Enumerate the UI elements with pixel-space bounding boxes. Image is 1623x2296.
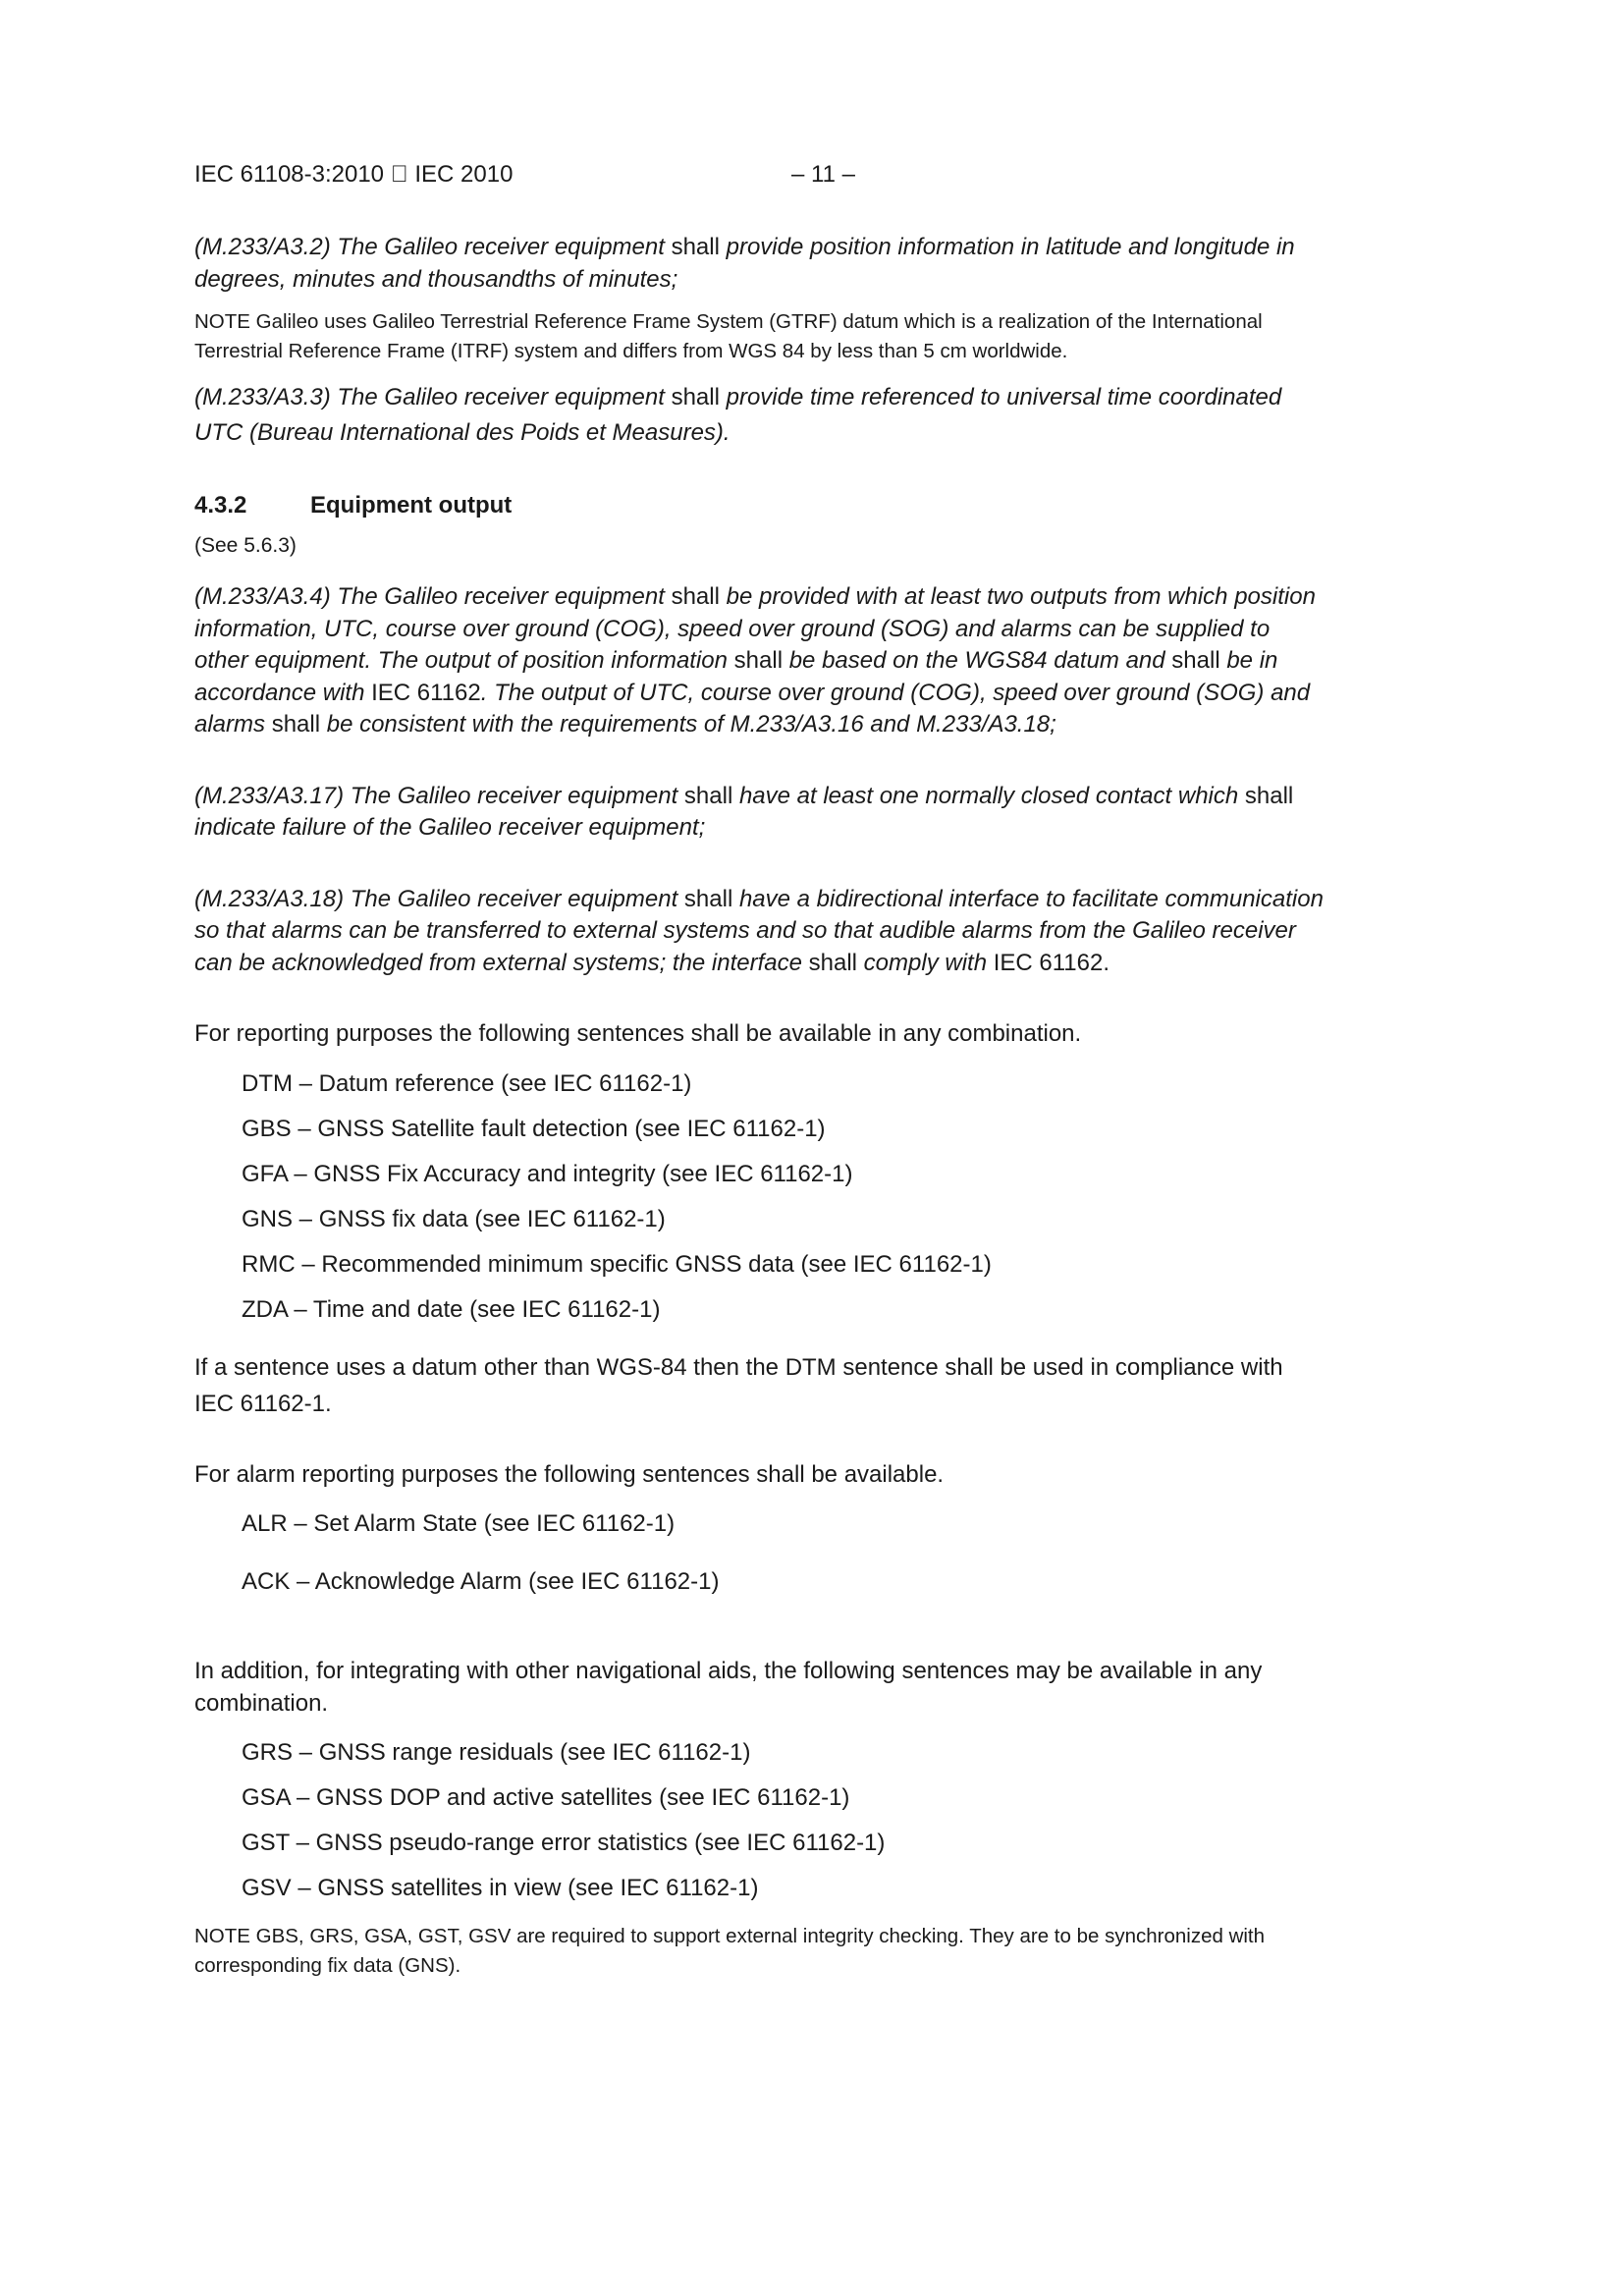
list-item: GRS – GNSS range residuals (see IEC 61162-1) — [242, 1739, 751, 1766]
requirement-a3-4: (M.233/A3.4) The Galileo receiver equipment shall be provided with at least two outputs from which position information, UTC, course over ground (COG), speed over ground (SOG) and alarms can be supplied to other equipment. The output of position information shall be based on the WGS84 datum and shall be in accordance with IEC 61162. The output of UTC, course over ground (COG), speed over ground (SOG) and alarms shall be consistent with the requirements of M.233/A3.16 and M.233/A3.18; — [194, 583, 1316, 738]
list-item: GST – GNSS pseudo-range error statistics (see IEC 61162-1) — [242, 1830, 886, 1856]
datum-text: If a sentence uses a datum other than WGS-84 then the DTM sentence shall be used in compliance with IEC 61162-1. — [194, 1353, 1283, 1417]
alarm-intro: For alarm reporting purposes the following sentences shall be available. — [194, 1460, 945, 1488]
list-item: GBS – GNSS Satellite fault detection (see IEC 61162-1) — [242, 1115, 826, 1142]
reporting-sentence-list — [194, 1068, 1324, 1339]
section-number: 4.3.2 — [194, 492, 247, 519]
note-integrity: NOTE GBS, GRS, GSA, GST, GSV are required to support external integrity checking. They are to be synchronized with corresponding fix data (GNS). — [194, 1925, 1266, 1977]
list-item: GSV – GNSS satellites in view (see IEC 61162-1) — [242, 1875, 759, 1901]
list-item: ALR – Set Alarm State (see IEC 61162-1) — [242, 1510, 676, 1537]
alarm-sentence-list — [194, 1508, 1324, 1624]
list-item: ZDA – Time and date (see IEC 61162-1) — [242, 1295, 661, 1323]
section-see-reference: (See 5.6.3) — [194, 533, 297, 557]
section-title: Equipment output — [310, 492, 513, 519]
list-item: DTM – Datum reference (see IEC 61162-1) — [242, 1069, 692, 1097]
list-item: RMC – Recommended minimum specific GNSS data (see IEC 61162-1) — [242, 1250, 992, 1278]
note-gtrf: NOTE Galileo uses Galileo Terrestrial Reference Frame System (GTRF) datum which is a realization of the International Terrestrial Reference Frame (ITRF) system and differs from WGS 84 by less than 5 cm worldwide. — [194, 310, 1263, 362]
list-item: GSA – GNSS DOP and active satellites (see IEC 61162-1) — [242, 1784, 850, 1811]
requirement-a3-18: (M.233/A3.18) The Galileo receiver equipment shall have a bidirectional interface to facilitate communication so that alarms can be transferred to external systems and so that audible alarms from the Galileo receiver can be acknowledged from external systems; the interface shall comply with IEC 61162. — [194, 885, 1324, 976]
list-item: GFA – GNSS Fix Accuracy and integrity (see IEC 61162-1) — [242, 1160, 853, 1187]
nav-intro: In addition, for integrating with other navigational aids, the following sentences may be available in any combination. — [194, 1658, 1263, 1717]
list-item: GNS – GNSS fix data (see IEC 61162-1) — [242, 1205, 666, 1232]
requirement-a3-17: (M.233/A3.17) The Galileo receiver equipment shall have at least one normally closed contact which shall indicate failure of the Galileo receiver equipment; — [194, 782, 1294, 841]
standard-reference: IEC 61108-3:2010 IEC 2010 — [194, 161, 489, 188]
section-heading — [194, 490, 1324, 522]
page-number: – 11 – — [791, 161, 855, 188]
document-body — [194, 232, 1324, 1981]
requirement-a3-2: (M.233/A3.2) The Galileo receiver equipment shall provide position information in latitude and longitude in degrees, minutes and thousandths of minutes; — [194, 234, 1295, 293]
reporting-intro: For reporting purposes the following sentences shall be available in any combination. — [194, 1020, 1082, 1047]
page-header — [194, 161, 1432, 200]
requirement-a3-3: (M.233/A3.3) The Galileo receiver equipment shall provide time referenced to universal time coordinated UTC (Bureau International des Poids et Measures). — [194, 384, 1282, 446]
list-item: ACK – Acknowledge Alarm (see IEC 61162-1) — [242, 1568, 720, 1595]
nav-sentence-list — [194, 1737, 1324, 1918]
